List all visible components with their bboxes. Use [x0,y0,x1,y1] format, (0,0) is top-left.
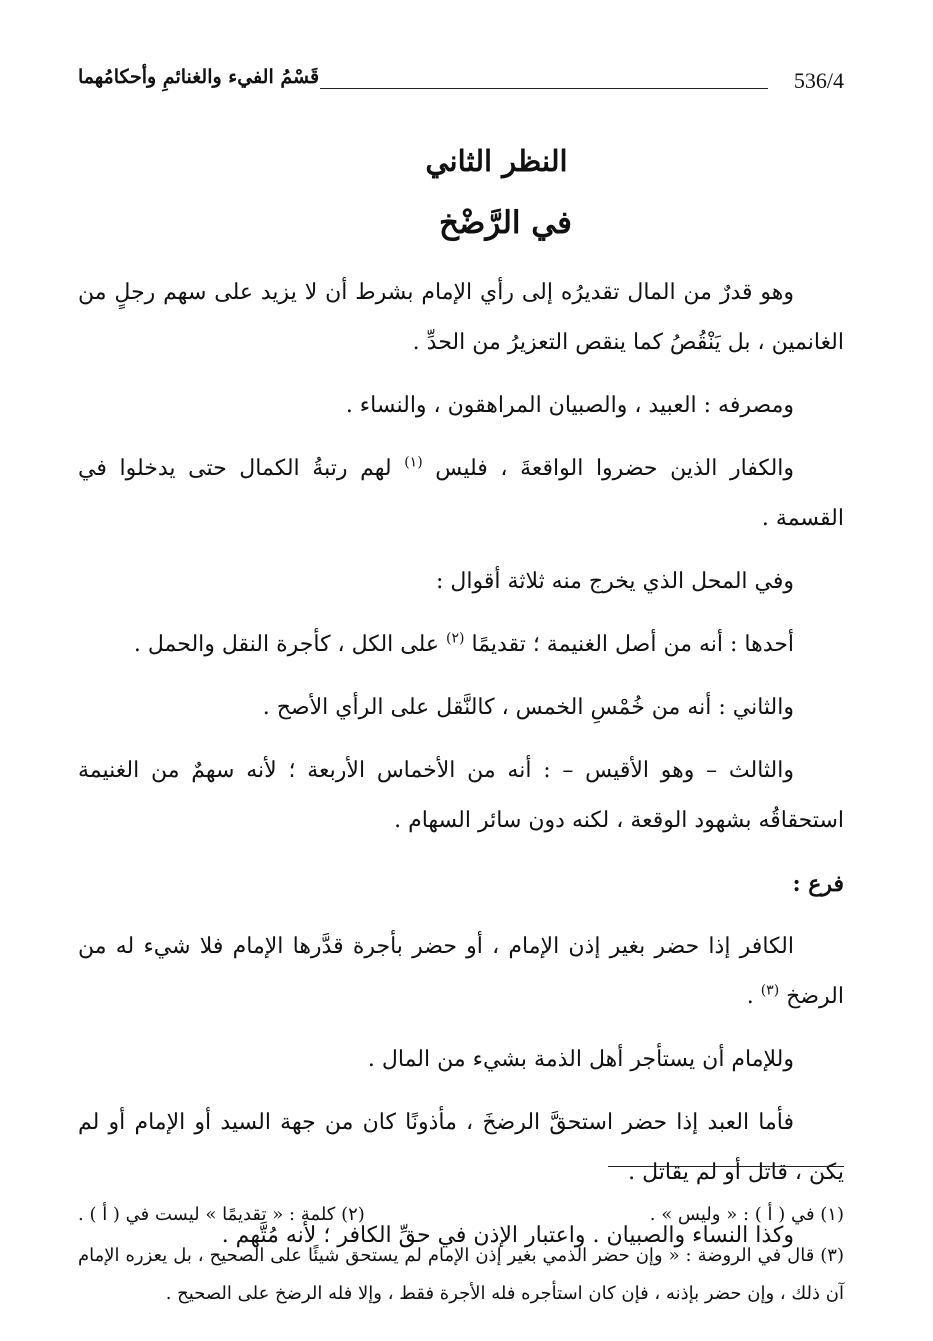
page-number: 536/4 [793,68,844,93]
paragraph-second-opinion: والثاني : أنه من خُمْسِ الخمس ، كالنَّقل على الرأي الأصح . [262,695,794,720]
paragraph-first-opinion [78,620,844,670]
paragraph-third-opinion: والثالث – وهو الأقيس – : أنه من الأخماس الأربعة ؛ لأنه سهمٌ من الغنيمة استحقاقُه بشهود الوقعة ، لكنه دون سائر السهام . [78,758,844,833]
footnote-marker: (٣) [760,982,780,999]
paragraph-slave: فأما العبد إذا حضر استحقَّ الرضخَ ، مأذونًا كان من جهة السيد أو الإمام أو لم يكن ، قاتل أو لم يقاتل . [78,1110,844,1185]
paragraph-disbeliever-ruling [78,922,844,1022]
running-title: قَسْمُ الفيء والغنائمِ وأحكامُهما [78,66,320,88]
footnote-row [78,1196,844,1234]
section-heading: النظر الثاني [425,144,568,178]
header-rule [320,88,768,89]
footnote-marker: (١) [404,454,423,471]
paragraph-text: لهم رتبةُ الكمال حتى يدخلوا في القسمة . [78,456,844,531]
footnote-marker: (٢) [446,630,465,647]
paragraph-recipients: ومصرفه : العبيد ، والصبيان المراهقون ، والنساء . [345,393,794,418]
paragraph-text: الكافر إذا حضر بغير إذن الإمام ، أو حضر بأجرة قدَّرها الإمام فلا شيء له من الرضخ [78,934,844,1009]
footnote-3: (٣) قال في الروضة : « وإن حضر الذمي بغير إذن الإمام لم يستحق شيئًا على الصحيح ، بل يعزره الإمام آن ذلك ، وإن حضر بإذنه ، فإن كان استأجره فله الأجرة فقط ، وإلا فله الرضخ على الصحيح . [78,1245,844,1304]
footnote-2: (٢) كلمة : « تقديمًا » ليست في ( أ ) . [78,1204,365,1225]
topic-heading: في الرَّضْخ [439,205,572,241]
running-header [78,62,844,102]
paragraph-hiring: وللإمام أن يستأجر أهل الذمة بشيء من المال . [367,1047,794,1072]
footnote-separator [608,1166,844,1167]
paragraph-text: على الكل ، كأجرة النقل والحمل . [133,632,440,657]
paragraph-disbelievers [78,444,844,544]
paragraph-text: . [746,984,754,1009]
paragraph-text: والكفار الذين حضروا الواقعةَ ، فليس [435,456,795,481]
paragraph-women-children: وكذا النساء والصبيان . واعتبار الإذن في حقِّ الكافر ؛ لأنه مُتَّهم . [221,1223,794,1248]
branch-label: فرع : [792,871,844,897]
paragraph-source: وفي المحل الذي يخرج منه ثلاثة أقوال : [436,569,794,594]
paragraph-text: أحدها : أنه من أصل الغنيمة ؛ تقديمًا [471,632,794,657]
main-text [78,268,844,1261]
footnotes [78,1196,844,1313]
paragraph-definition: وهو قدرٌ من المال تقديرُه إلى رأي الإمام بشرط أن لا يزيد على سهم رجلٍ من الغانمين ، بل يَنْقُصُ كما ينقص التعزيرُ من الحدِّ . [78,280,844,355]
footnote-1: (١) في ( أ ) : « وليس » . [649,1204,844,1225]
